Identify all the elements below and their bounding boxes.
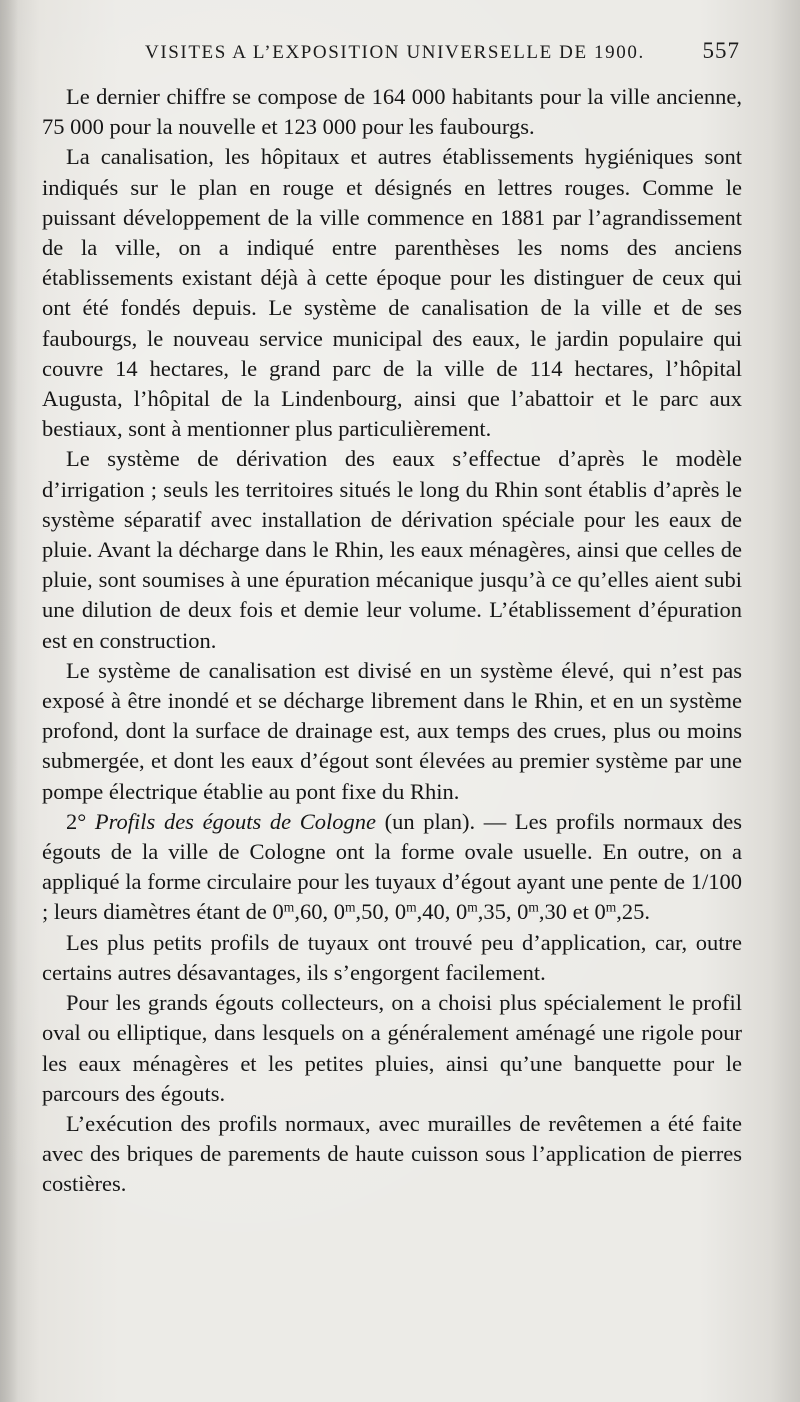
- paragraph: L’exécution des profils normaux, avec murailles de revêtemen a été faite avec des briques de parements de haute cuisson sous l’application de pierres costières.: [42, 1110, 742, 1197]
- diameter-value: ,35, 0: [477, 899, 529, 925]
- section-number: 2°: [66, 808, 87, 834]
- paragraph-text: (un plan). — Les profils normaux des égouts de la ville de Cologne ont la forme ovale usuelle. En outre, on a appliqué la forme circulaire pour les tuyaux d’égout ayant une pente de 1/100 ; leurs diamètres étant de 0: [42, 808, 742, 925]
- diameter-value: ,25.: [616, 899, 651, 925]
- paragraph-profils: [42, 807, 742, 928]
- unit-superscript: m: [605, 900, 617, 916]
- diameter-value: ,60, 0: [294, 899, 345, 925]
- diameter-value: ,30 et 0: [538, 899, 606, 925]
- running-title: VISITES A L’EXPOSITION UNIVERSELLE DE 1900.: [145, 42, 645, 63]
- paragraph: Le système de dérivation des eaux s’effectue d’après le modèle d’irrigation ; seuls les territoires situés le long du Rhin sont établis d’après le système séparatif avec installation de dérivation spéciale pour les eaux de pluie. Avant la décharge dans le Rhin, les eaux ménagères, ainsi que celles de pluie, sont soumises à une épuration mécanique jusqu’à ce qu’elles aient subi une dilution de deux fois et demie leur volume. L’établissement d’épuration est en construction.: [42, 446, 742, 653]
- body-text: [42, 82, 742, 1200]
- section-title: Profils des égouts de Cologne: [94, 808, 377, 834]
- paragraph: La canalisation, les hôpitaux et autres établissements hygiéniques sont indiqués sur le plan en rouge et désignés en lettres rouges. Comme le puissant développement de la ville commence en 1881 par l’agrandissement de la ville, on a indiqué entre parenthèses les noms des anciens établissements existant déjà à cette époque pour les distinguer de ceux qui ont été fondés depuis. Le système de canalisation de la ville et de ses faubourgs, le nouveau service municipal des eaux, le jardin populaire qui couvre 14 hectares, le grand parc de la ville de 114 hectares, l’hôpital Augusta, l’hôpital de la Lindenbourg, ainsi que l’abattoir et le parc aux bestiaux, sont à mentionner plus particulièrement.: [42, 144, 742, 442]
- diameter-value: ,40, 0: [416, 899, 468, 925]
- paragraph: Le système de canalisation est divisé en un système élevé, qui n’est pas exposé à être inondé et se décharge librement dans le Rhin, et en un système profond, dont la surface de drainage est, aux temps des crues, plus ou moins submergée, et dont les eaux d’égout sont élevées au premier système par une pompe électrique établie au pont fixe du Rhin.: [42, 657, 742, 804]
- unit-superscript: m: [528, 900, 539, 916]
- unit-superscript: m: [344, 900, 356, 916]
- diameter-value: ,50, 0: [355, 899, 407, 925]
- paragraph: Les plus petits profils de tuyaux ont trouvé peu d’application, car, outre certains autres désavantages, ils s’engorgent facilement.: [42, 929, 742, 985]
- paragraph: Pour les grands égouts collecteurs, on a choisi plus spécialement le profil oval ou elliptique, dans lesquels on a généralement aménagé une rigole pour les eaux ménagères et les petites pluies, ainsi qu’une banquette pour le parcours des égouts.: [42, 990, 742, 1106]
- unit-superscript: m: [283, 900, 295, 916]
- unit-superscript: m: [406, 900, 417, 916]
- unit-superscript: m: [467, 900, 478, 916]
- paragraph: Le dernier chiffre se compose de 164 000 habitants pour la ville ancienne, 75 000 pour la nouvelle et 123 000 pour les faubourgs.: [42, 84, 742, 140]
- page-number: 557: [702, 38, 740, 63]
- page-header: [145, 38, 740, 76]
